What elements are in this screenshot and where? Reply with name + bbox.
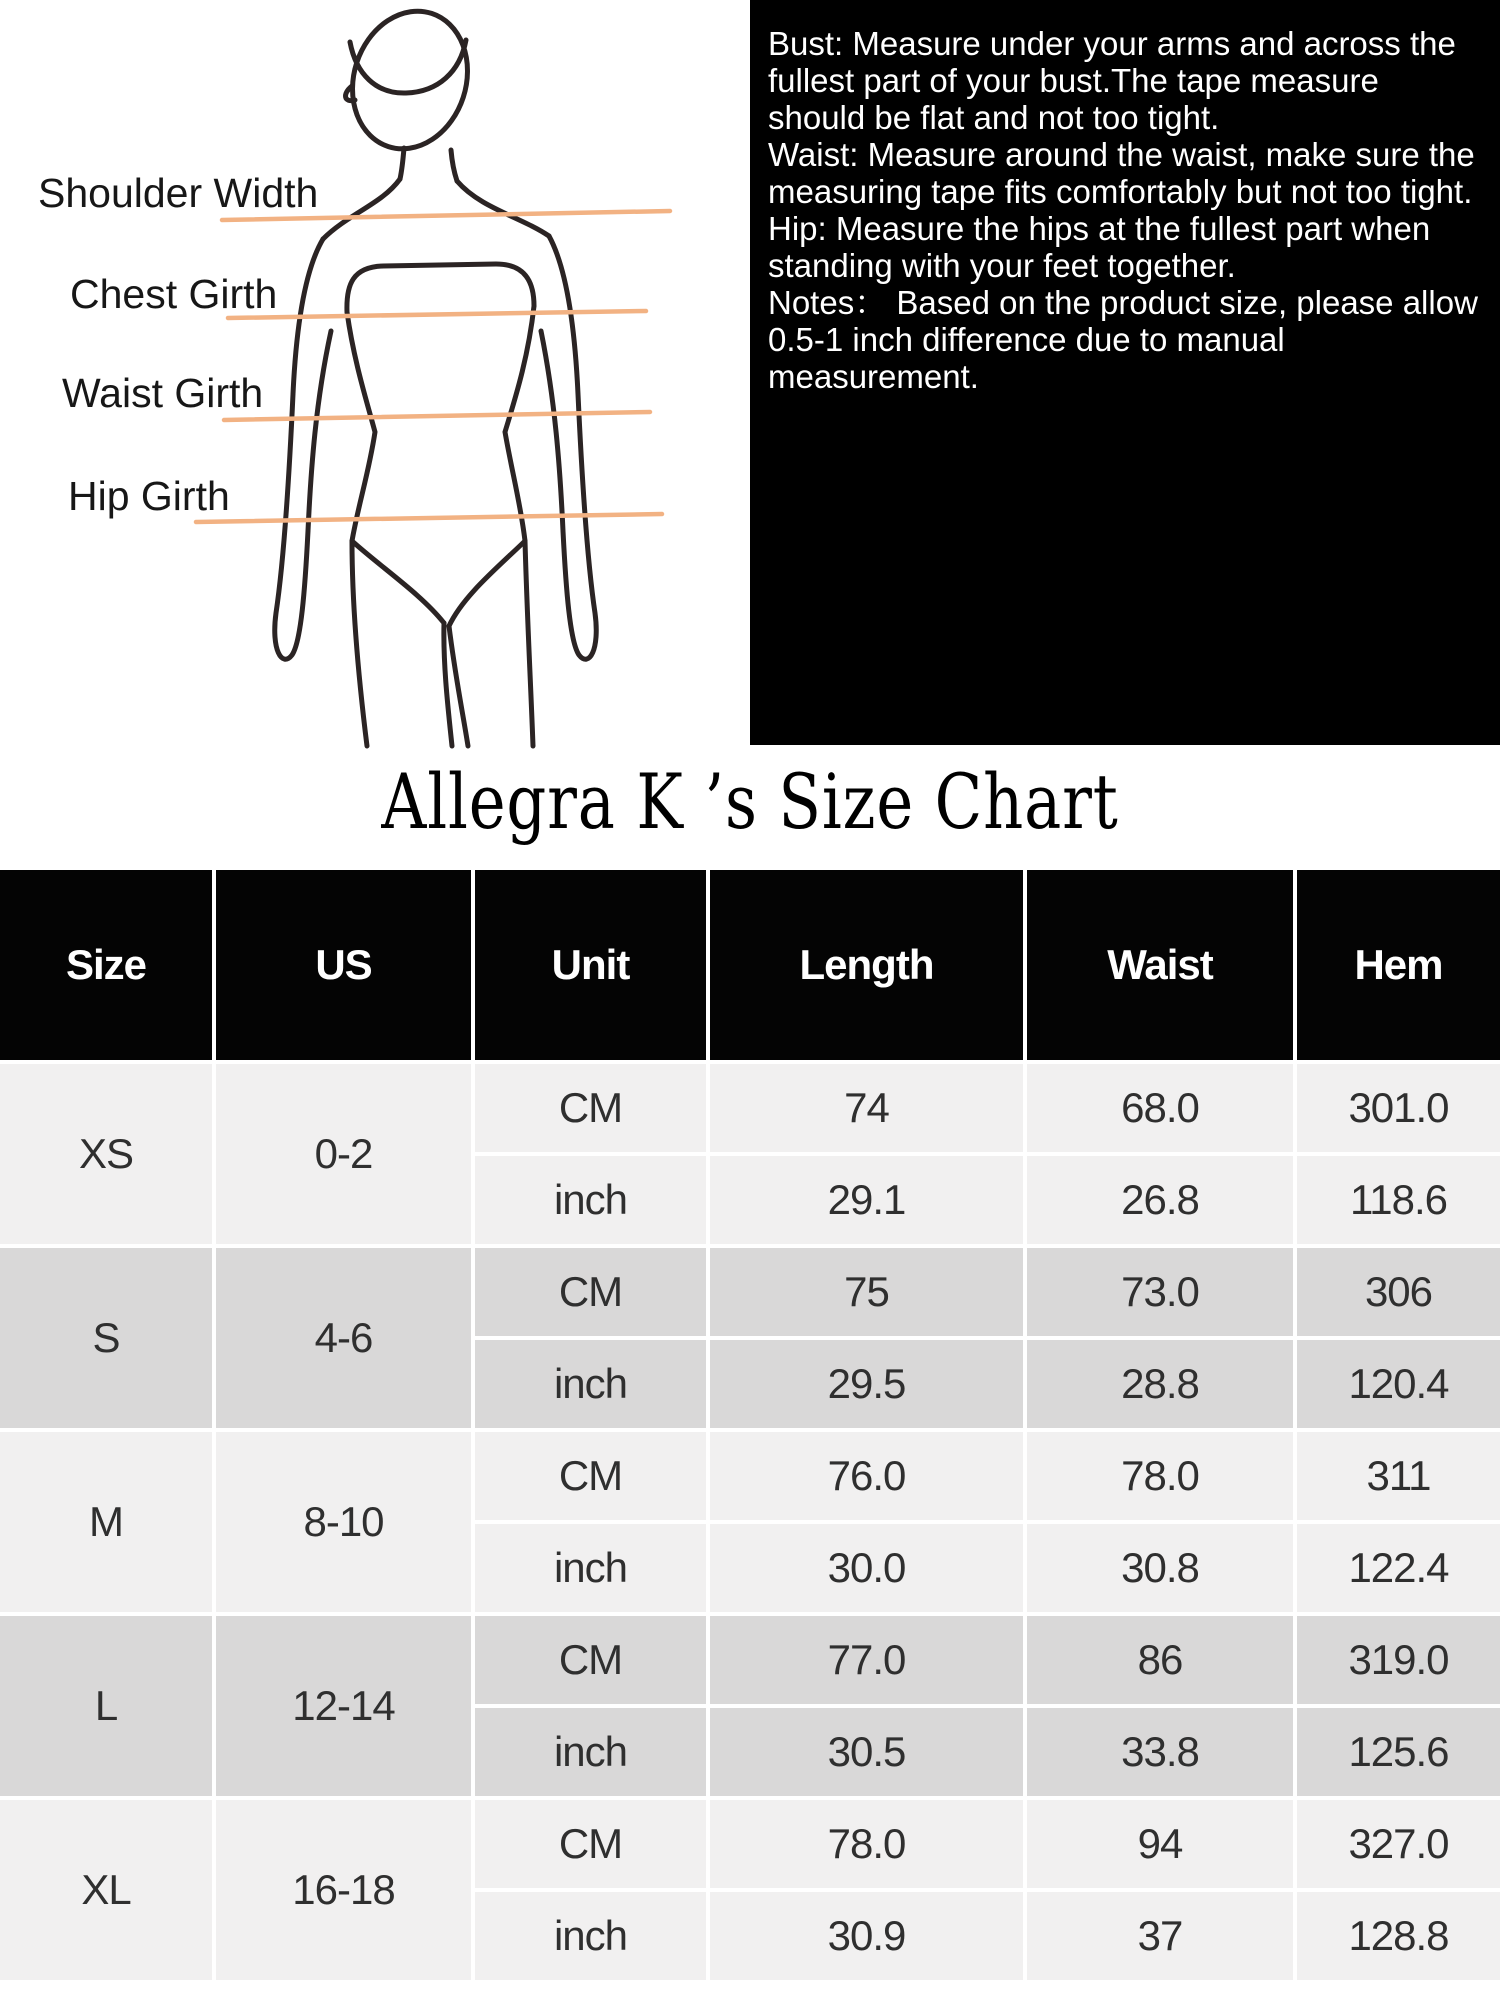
value-cell: 128.8	[1297, 1892, 1500, 1980]
size-cell-xl: XL	[0, 1800, 212, 1980]
measurement-figure	[0, 0, 750, 750]
value-cell: 86	[1027, 1616, 1293, 1704]
size-cell-s: S	[0, 1248, 212, 1428]
unit-cell: CM	[475, 1432, 706, 1520]
shoulder-width-label: Shoulder Width	[38, 170, 319, 216]
chest-girth-label: Chest Girth	[70, 271, 278, 317]
value-cell: 125.6	[1297, 1708, 1500, 1796]
value-cell: 78.0	[1027, 1432, 1293, 1520]
unit-cell: CM	[475, 1064, 706, 1152]
value-cell: 118.6	[1297, 1156, 1500, 1244]
hip-instruction: Hip: Measure the hips at the fullest part when standing with your feet together.	[768, 210, 1431, 284]
us-cell-s: 4-6	[216, 1248, 471, 1428]
value-cell: 37	[1027, 1892, 1293, 1980]
unit-cell: inch	[475, 1892, 706, 1980]
header-cell-us: US	[216, 870, 471, 1060]
left-shoulder	[323, 179, 400, 239]
value-cell: 311	[1297, 1432, 1500, 1520]
chest-measure-line	[228, 311, 646, 318]
unit-cell: inch	[475, 1340, 706, 1428]
value-cell: 30.0	[710, 1524, 1023, 1612]
unit-cell: inch	[475, 1524, 706, 1612]
hair-stroke	[350, 40, 466, 93]
head-outline	[335, 0, 485, 164]
size-cell-l: L	[0, 1616, 212, 1796]
neck-right	[451, 150, 457, 181]
right-arm	[541, 236, 596, 659]
value-cell: 120.4	[1297, 1340, 1500, 1428]
unit-cell: CM	[475, 1616, 706, 1704]
value-cell: 306	[1297, 1248, 1500, 1336]
value-cell: 33.8	[1027, 1708, 1293, 1796]
neck-left	[400, 148, 404, 179]
waist-girth-label: Waist Girth	[62, 370, 264, 416]
hip-left-to-crotch	[352, 541, 444, 623]
header-cell-size: Size	[0, 870, 212, 1060]
right-shoulder	[457, 181, 549, 236]
value-cell: 76.0	[710, 1432, 1023, 1520]
torso-right	[505, 306, 534, 541]
value-cell: 78.0	[710, 1800, 1023, 1888]
value-cell: 30.9	[710, 1892, 1023, 1980]
value-cell: 122.4	[1297, 1524, 1500, 1612]
value-cell: 28.8	[1027, 1340, 1293, 1428]
unit-cell: CM	[475, 1248, 706, 1336]
right-leg-outer	[525, 541, 533, 746]
header-cell-waist: Waist	[1027, 870, 1293, 1060]
page-title: Allegra K ’s Size Chart	[381, 757, 1119, 846]
hip-girth-label: Hip Girth	[68, 473, 230, 519]
unit-cell: CM	[475, 1800, 706, 1888]
left-arm	[275, 239, 331, 659]
value-cell: 319.0	[1297, 1616, 1500, 1704]
us-cell-m: 8-10	[216, 1432, 471, 1612]
us-cell-l: 12-14	[216, 1616, 471, 1796]
value-cell: 94	[1027, 1800, 1293, 1888]
value-cell: 74	[710, 1064, 1023, 1152]
notes-instruction: Notes： Based on the product size, please allow 0.5-1 inch difference due to manual measurement.	[768, 284, 1478, 395]
value-cell: 26.8	[1027, 1156, 1293, 1244]
size-chart-table	[0, 870, 1500, 1980]
torso-left	[347, 312, 375, 541]
value-cell: 68.0	[1027, 1064, 1293, 1152]
value-cell: 29.1	[710, 1156, 1023, 1244]
hip-measure-line	[196, 514, 662, 522]
unit-cell: inch	[475, 1156, 706, 1244]
value-cell: 301.0	[1297, 1064, 1500, 1152]
header-cell-length: Length	[710, 870, 1023, 1060]
waist-measure-line	[224, 412, 650, 420]
value-cell: 30.8	[1027, 1524, 1293, 1612]
chest-top-edge	[347, 264, 534, 312]
unit-cell: inch	[475, 1708, 706, 1796]
value-cell: 327.0	[1297, 1800, 1500, 1888]
value-cell: 73.0	[1027, 1248, 1293, 1336]
value-cell: 29.5	[710, 1340, 1023, 1428]
header-cell-hem: Hem	[1297, 870, 1500, 1060]
value-cell: 30.5	[710, 1708, 1023, 1796]
value-cell: 77.0	[710, 1616, 1023, 1704]
header-cell-unit: Unit	[475, 870, 706, 1060]
hip-right-to-crotch	[449, 541, 525, 626]
left-leg-outer	[352, 541, 367, 746]
us-cell-xl: 16-18	[216, 1800, 471, 1980]
us-cell-xs: 0-2	[216, 1064, 471, 1244]
bust-instruction: Bust: Measure under your arms and across the fullest part of your bust.The tape measure should be flat and not too tight.	[768, 25, 1456, 136]
size-cell-m: M	[0, 1432, 212, 1612]
size-cell-xs: XS	[0, 1064, 212, 1244]
value-cell: 75	[710, 1248, 1023, 1336]
measurement-instructions-panel	[750, 0, 1500, 745]
waist-instruction: Waist: Measure around the waist, make sure the measuring tape fits comfortably but not too tight.	[768, 136, 1475, 210]
